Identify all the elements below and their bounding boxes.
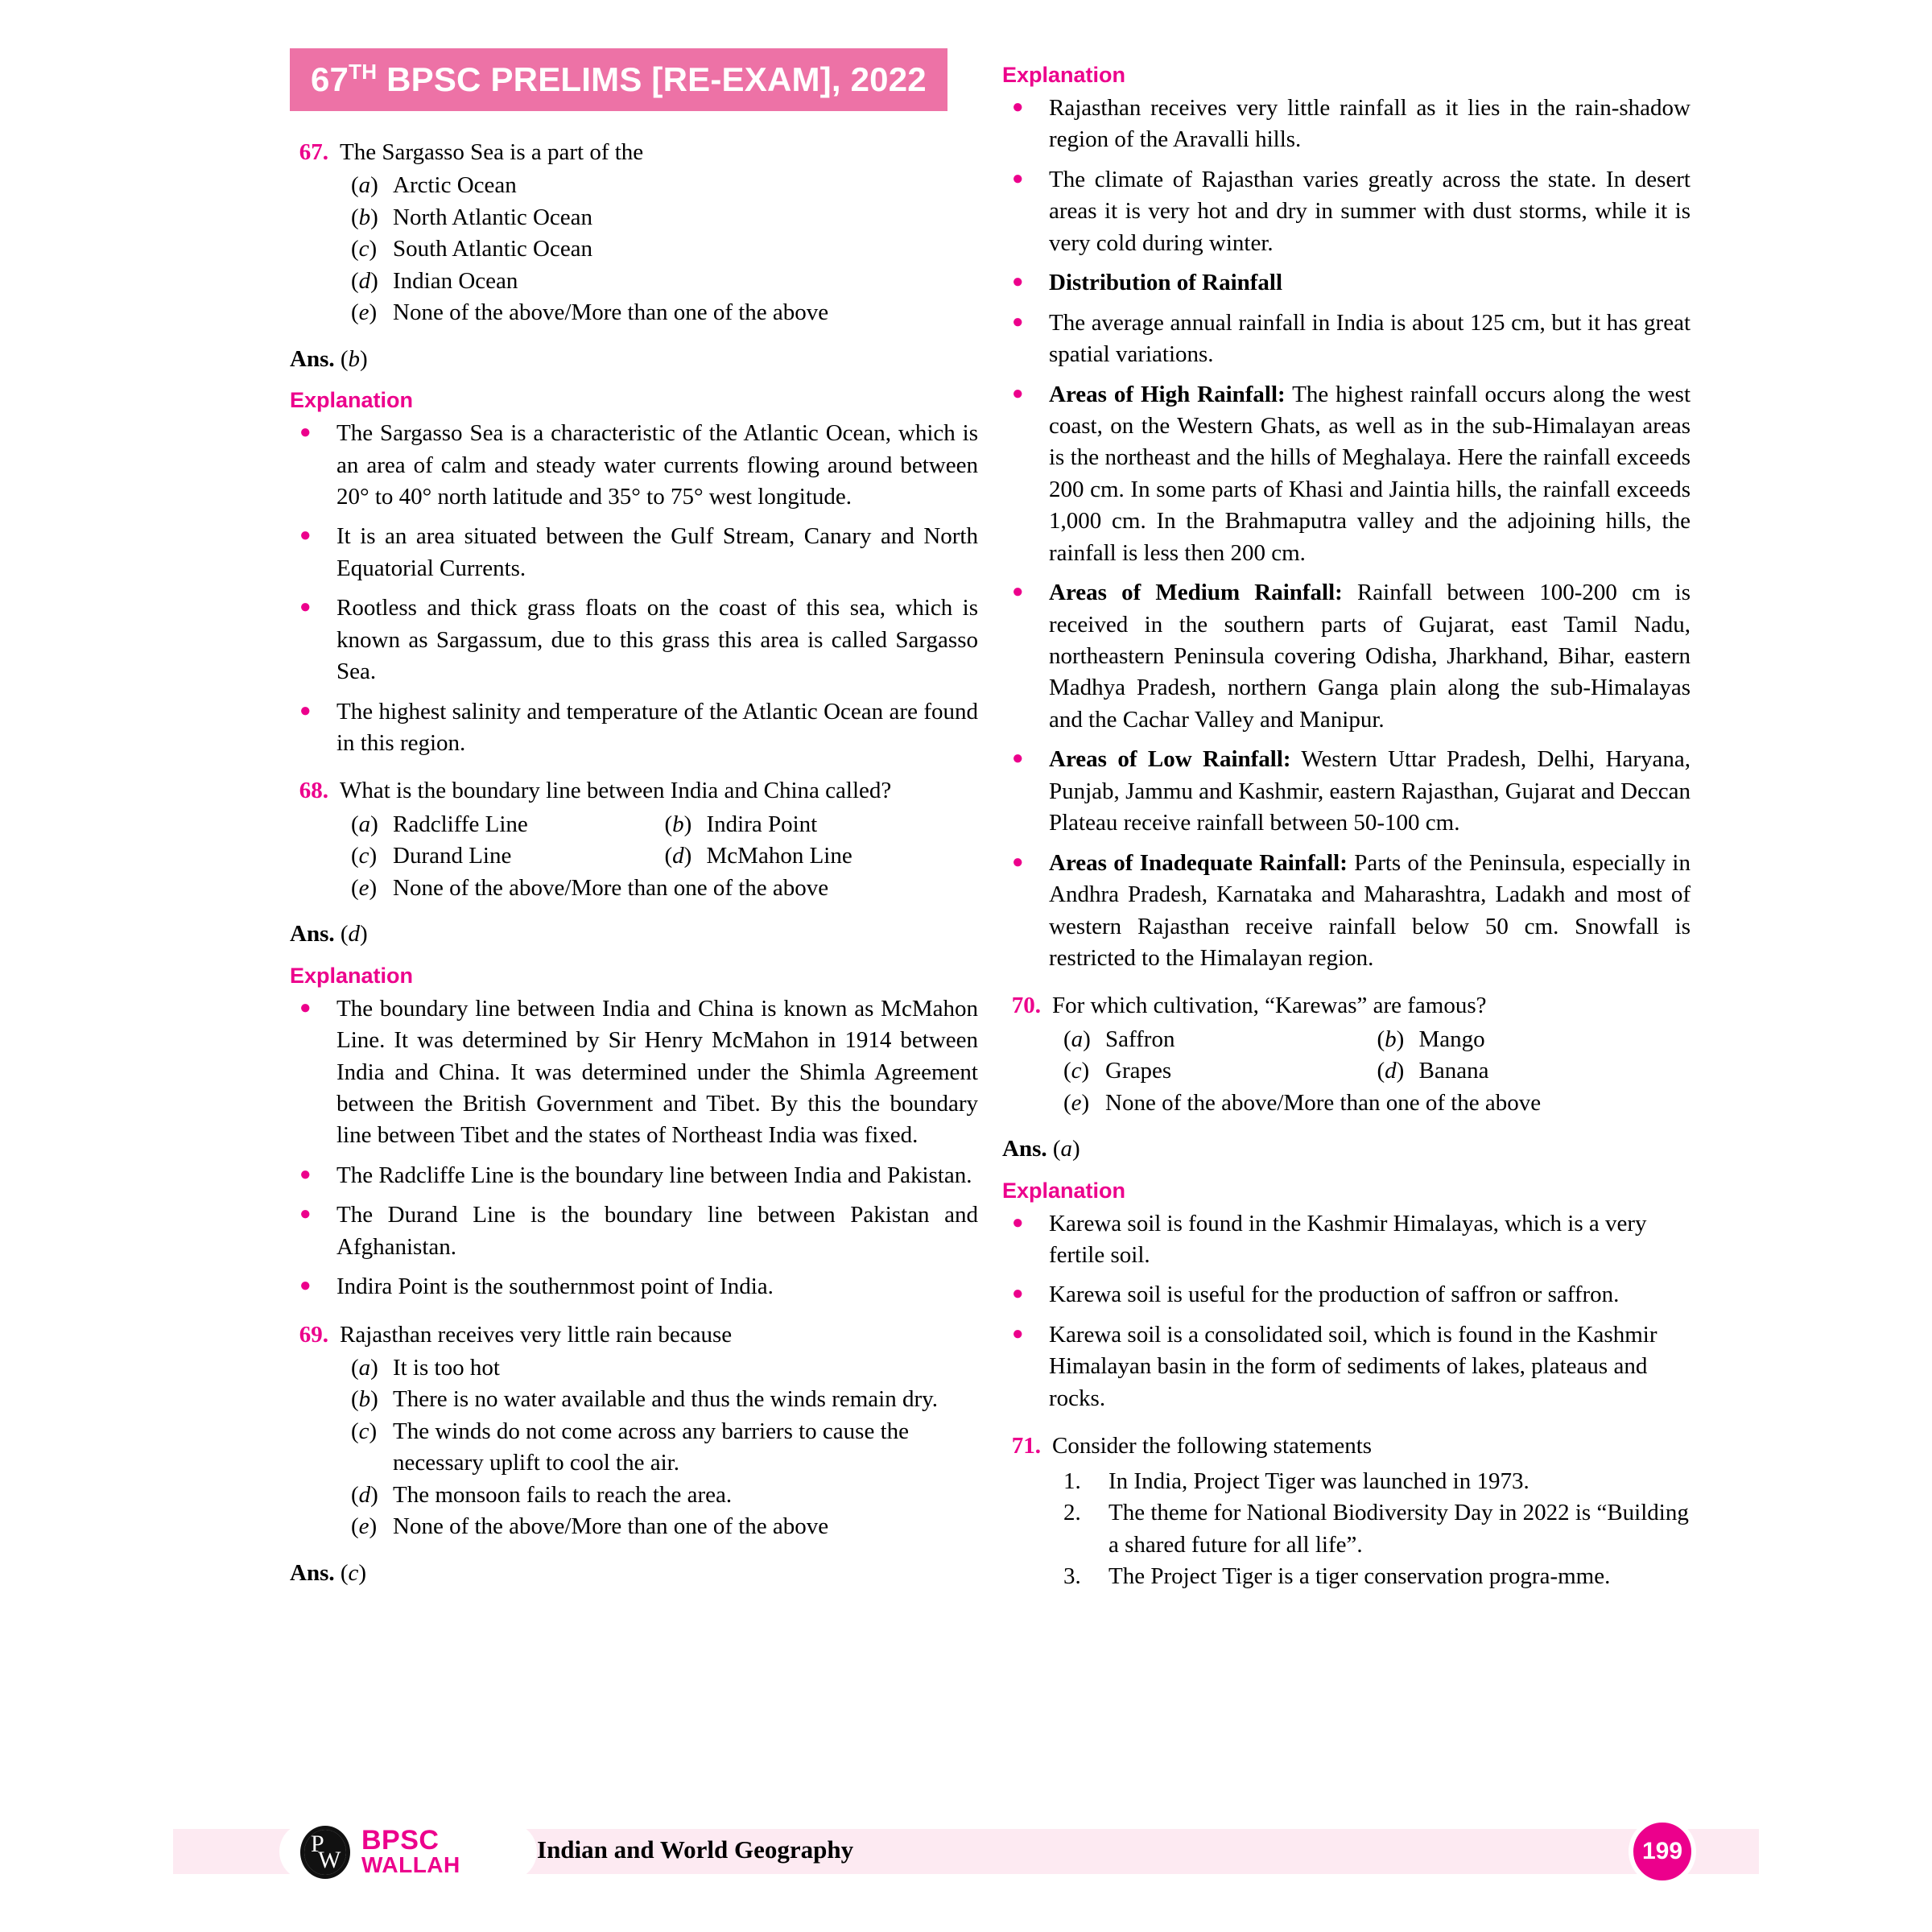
bullet-dot-icon: ● (1012, 271, 1024, 293)
option-b[interactable] (665, 809, 979, 840)
option-d[interactable] (351, 1480, 978, 1511)
option-label: (a) (351, 811, 378, 837)
question-70-options (1063, 1024, 1690, 1119)
answer-label: Ans. (290, 921, 335, 947)
statement-text: The theme for National Biodiversity Day in 2022 is “Building a shared future for all life”. (1108, 1500, 1689, 1558)
option-label: (c) (351, 1418, 378, 1444)
question-70 (1002, 990, 1690, 1022)
option-a[interactable] (1063, 1024, 1377, 1055)
bullet-dot-icon: ● (1012, 1212, 1024, 1233)
option-text: Saffron (1105, 1026, 1175, 1052)
list-item-body: Parts of the Peninsula, especially in Andhra Pradesh, Karnataka and Maharashtra, Ladakh and most of western Rajasthan receive rainfall below 50 cm. Snowfall is restricted to the Himalayan region. (1049, 849, 1690, 971)
page-footer (173, 1823, 1759, 1880)
option-c[interactable] (351, 233, 978, 265)
option-text: South Atlantic Ocean (393, 236, 593, 262)
left-column (290, 121, 978, 1589)
list-item (290, 1271, 978, 1302)
bullet-dot-icon: ● (299, 1163, 312, 1185)
list-item-text: The Sargasso Sea is a characteristic of the Atlantic Ocean, which is an area of calm and steady water currents flowing around between 20° to 40° north latitude and 35° to 75° west longitude. (336, 420, 978, 510)
option-row (1063, 1055, 1690, 1087)
question-number: 68. (299, 778, 328, 804)
explanation-list-67 (290, 418, 978, 759)
option-e[interactable] (1063, 1088, 1690, 1119)
answer-label: Ans. (290, 345, 335, 372)
list-item-text: Karewa soil is a consolidated soil, which is found in the Kashmir Himalayan basin in the form of sediments of lakes, plateaus and rocks. (1049, 1321, 1657, 1411)
option-label: (c) (351, 843, 378, 869)
option-a[interactable] (351, 170, 978, 201)
option-text: North Atlantic Ocean (393, 204, 593, 230)
list-item (290, 993, 978, 1152)
bullet-dot-icon: ● (299, 422, 312, 444)
option-row (1063, 1024, 1690, 1055)
brand-line-2: WALLAH (361, 1852, 460, 1878)
question-text: The Sargasso Sea is a part of the (340, 139, 644, 165)
bullet-dot-icon: ● (299, 525, 312, 547)
explanation-heading-70: Explanation (1002, 1178, 1126, 1203)
option-b[interactable] (1377, 1024, 1691, 1055)
question-69 (290, 1319, 978, 1351)
list-item-text: It is an area situated between the Gulf Stream, Canary and North Equatorial Currents. (336, 523, 978, 581)
option-c[interactable] (351, 1416, 978, 1480)
list-item-lead: Areas of Inadequate Rainfall: (1049, 849, 1348, 876)
explanation-list-69 (1002, 93, 1690, 974)
page-number: 199 (1641, 1838, 1683, 1864)
option-label: (e) (351, 299, 378, 326)
option-text: There is no water available and thus the winds remain dry. (393, 1386, 938, 1413)
option-label: (e) (1063, 1089, 1090, 1116)
list-item-text (1049, 744, 1690, 839)
bullet-dot-icon: ● (1012, 167, 1024, 189)
bullet-dot-icon: ● (1012, 1323, 1024, 1344)
brand-line-1: BPSC (361, 1825, 440, 1856)
list-item-body: Rajasthan receives very little rainfall as it lies in the rain-shadow region of the Aravalli hills. (1049, 95, 1690, 153)
list-item-text: Karewa soil is useful for the production of saffron or saffron. (1049, 1282, 1620, 1308)
bullet-dot-icon: ● (299, 997, 312, 1018)
explanation-heading-67: Explanation (290, 388, 414, 413)
option-c[interactable] (351, 840, 665, 872)
option-text: None of the above/More than one of the above (1105, 1089, 1542, 1116)
option-label: (b) (1377, 1026, 1405, 1052)
brand-wordmark (361, 1827, 460, 1876)
option-row (351, 809, 978, 840)
option-text: The monsoon fails to reach the area. (393, 1481, 733, 1508)
question-71-statements (1063, 1466, 1690, 1593)
explanation-heading-69: Explanation (1002, 63, 1126, 87)
option-label: (d) (664, 843, 692, 869)
list-item (1002, 1279, 1690, 1311)
exam-title-ordinal: TH (349, 60, 378, 84)
option-label: (d) (351, 1481, 378, 1508)
option-label: (b) (351, 1386, 378, 1413)
statement-number: 2. (1063, 1500, 1081, 1526)
option-label: (a) (351, 172, 378, 199)
option-label: (a) (351, 1355, 378, 1381)
option-a[interactable] (351, 809, 665, 840)
option-label: (c) (351, 236, 378, 262)
option-e[interactable] (351, 297, 978, 328)
explanation-heading-68: Explanation (290, 963, 414, 988)
question-number: 69. (299, 1321, 328, 1348)
list-item-text (1049, 164, 1690, 259)
bullet-dot-icon: ● (299, 597, 312, 618)
list-item-body: The climate of Rajasthan varies greatly across the state. In desert areas it is very hot and dry in summer with dust storms, while it is very cold during winter. (1049, 166, 1690, 256)
option-label: (d) (351, 267, 378, 294)
answer-value: d (348, 921, 361, 947)
option-text: None of the above/More than one of the above (393, 874, 829, 901)
option-label: (e) (351, 1513, 378, 1540)
logo-letter-w: W (318, 1847, 340, 1873)
list-item-text: Rootless and thick grass floats on the coast of this sea, which is known as Sargassum, due to this grass this area is called Sargasso Sea. (336, 595, 978, 685)
answer-68: Ans. (d) (290, 921, 368, 947)
logo-letter-p: P (311, 1831, 323, 1857)
exam-title-rest: BPSC PRELIMS [RE-EXAM], 2022 (377, 60, 927, 98)
bullet-dot-icon: ● (1012, 581, 1024, 603)
list-item-lead: Areas of Medium Rainfall: (1049, 580, 1343, 606)
option-text: Grapes (1105, 1058, 1172, 1084)
statement-text: The Project Tiger is a tiger conservation progra-mme. (1108, 1563, 1611, 1589)
list-item (1002, 1319, 1690, 1414)
option-label: (b) (351, 204, 378, 230)
list-item-lead: Areas of Low Rainfall: (1049, 746, 1291, 773)
footer-subject-title: Indian and World Geography (537, 1835, 854, 1864)
page-number-badge (1629, 1818, 1696, 1885)
option-c[interactable] (1063, 1055, 1377, 1087)
bullet-dot-icon: ● (1012, 1283, 1024, 1305)
option-text: Radcliffe Line (393, 811, 528, 837)
question-number: 67. (299, 139, 328, 165)
list-item (290, 418, 978, 513)
answer-70: Ans. (a) (1002, 1136, 1080, 1162)
list-item-text: Karewa soil is found in the Kashmir Himalayas, which is a very fertile soil. (1049, 1210, 1647, 1268)
option-text: None of the above/More than one of the above (393, 1513, 829, 1540)
question-number: 71. (1011, 1433, 1041, 1459)
list-item-body: The average annual rainfall in India is about 125 cm, but it has great spatial variations. (1049, 309, 1690, 368)
question-text: What is the boundary line between India and China called? (340, 778, 892, 804)
list-item (1002, 308, 1690, 371)
statement-number: 3. (1063, 1563, 1081, 1589)
list-item (290, 696, 978, 760)
list-item-text: Indira Point is the southernmost point of India. (336, 1274, 774, 1300)
option-row (351, 840, 978, 872)
list-item-text (1049, 267, 1690, 299)
list-item (290, 1199, 978, 1263)
option-b[interactable] (351, 202, 978, 233)
bullet-dot-icon: ● (299, 700, 312, 721)
option-text: Arctic Ocean (393, 172, 517, 199)
question-69-options (351, 1352, 978, 1543)
exam-title-prefix: 67 (311, 60, 349, 98)
bullet-dot-icon: ● (1012, 97, 1024, 118)
option-label: (a) (1063, 1026, 1091, 1052)
pw-logo-icon (300, 1826, 350, 1879)
statement-number: 1. (1063, 1468, 1081, 1494)
answer-value: c (348, 1559, 359, 1586)
bullet-dot-icon: ● (1012, 851, 1024, 873)
list-item (1002, 379, 1690, 570)
option-text: Indira Point (706, 811, 818, 837)
question-text: Consider the following statements (1052, 1433, 1373, 1459)
statement-2 (1063, 1497, 1690, 1561)
bullet-dot-icon: ● (1012, 382, 1024, 404)
option-a[interactable] (351, 1352, 978, 1384)
bullet-dot-icon: ● (299, 1275, 312, 1297)
list-item (290, 521, 978, 584)
list-item-body: Western Uttar Pradesh, Delhi, Haryana, Punjab, Jammu and Kashmir, eastern Rajasthan, Gujarat and Deccan Plateau receive rainfall between 50-100 cm. (1049, 746, 1691, 836)
option-label: (d) (1377, 1058, 1405, 1084)
bullet-dot-icon: ● (1012, 311, 1024, 332)
option-d[interactable] (351, 266, 978, 297)
list-item (1002, 93, 1690, 156)
question-text: Rajasthan receives very little rain because (340, 1321, 733, 1348)
answer-label: Ans. (290, 1559, 335, 1586)
list-item-text (1049, 93, 1690, 156)
list-item-text (1049, 379, 1690, 570)
list-item (1002, 267, 1690, 299)
option-d[interactable] (1377, 1055, 1691, 1087)
option-e[interactable] (351, 873, 978, 904)
list-item (290, 592, 978, 687)
answer-label: Ans. (1002, 1136, 1047, 1162)
question-71 (1002, 1430, 1690, 1462)
list-item-text: The boundary line between India and China is known as McMahon Line. It was determined by Sir Henry McMahon in 1914 between India and China. It was determined under the Shimla Agreement between the British Government and Tibet. By this the boundary line between Tibet and the states of Northeast India was fixed. (336, 995, 978, 1149)
option-text: Banana (1418, 1058, 1489, 1084)
list-item (1002, 577, 1690, 736)
option-e[interactable] (351, 1511, 978, 1542)
question-67-options (351, 170, 978, 328)
option-label: (e) (351, 874, 378, 901)
option-b[interactable] (351, 1384, 978, 1415)
logo-letters (300, 1826, 350, 1879)
option-d[interactable] (665, 840, 979, 872)
list-item-lead: Distribution of Rainfall (1049, 270, 1283, 296)
option-label: (b) (664, 811, 692, 837)
option-text: McMahon Line (706, 843, 852, 869)
list-item (290, 1160, 978, 1191)
statement-text: In India, Project Tiger was launched in 1973. (1108, 1468, 1530, 1494)
statement-1 (1063, 1466, 1690, 1497)
option-text: None of the above/More than one of the above (393, 299, 829, 326)
option-text: Indian Ocean (393, 267, 518, 294)
option-text: The winds do not come across any barriers to cause the necessary uplift to cool the air. (393, 1418, 910, 1476)
bullet-dot-icon: ● (299, 1203, 312, 1225)
bullet-dot-icon: ● (1012, 748, 1024, 770)
answer-value: b (348, 345, 361, 372)
explanation-list-70 (1002, 1208, 1690, 1415)
list-item-lead: Areas of High Rainfall: (1049, 381, 1286, 407)
list-item-text (1049, 308, 1690, 371)
list-item (1002, 744, 1690, 839)
option-text: It is too hot (393, 1355, 500, 1381)
list-item-text: The Durand Line is the boundary line between Pakistan and Afghanistan. (336, 1202, 978, 1260)
answer-value: a (1060, 1136, 1073, 1162)
list-item (1002, 164, 1690, 259)
list-item-text (1049, 848, 1690, 975)
question-text: For which cultivation, “Karewas” are famous? (1052, 993, 1487, 1019)
list-item-text (1049, 577, 1690, 736)
statement-3 (1063, 1561, 1690, 1592)
list-item-text: The highest salinity and temperature of the Atlantic Ocean are found in this region. (336, 698, 978, 756)
option-text: Mango (1418, 1026, 1485, 1052)
list-item (1002, 848, 1690, 975)
answer-69: Ans. (c) (290, 1559, 367, 1586)
option-text: Durand Line (393, 843, 512, 869)
answer-67: Ans. (b) (290, 345, 368, 372)
right-column (1002, 50, 1690, 1592)
question-67 (290, 137, 978, 168)
list-item-text: The Radcliffe Line is the boundary line between India and Pakistan. (336, 1162, 972, 1188)
list-item (1002, 1208, 1690, 1272)
option-label: (c) (1063, 1058, 1090, 1084)
question-68-options (351, 809, 978, 904)
list-item-body: Rainfall between 100-200 cm is received in the southern parts of Gujarat, east Tamil Nadu, northeastern Peninsula covering Odisha, Jharkhand, Bihar, eastern Madhya Pradesh, northern Ganga plain along the sub-Himalayas and the Cachar Valley and Manipur. (1049, 580, 1690, 733)
question-68 (290, 775, 978, 807)
explanation-list-68 (290, 993, 978, 1303)
list-item-body: The highest rainfall occurs along the west coast, on the Western Ghats, as well as in the sub-Himalayan areas is the northeast and the hills of Meghalaya. Here the rainfall exceeds 200 cm. In some parts of Khasi and Jaintia hills, the rainfall exceeds 1,000 cm. In the Brahmaputra valley and the adjoining hills, the rainfall is less then 200 cm. (1049, 381, 1691, 566)
question-number: 70. (1011, 993, 1041, 1019)
